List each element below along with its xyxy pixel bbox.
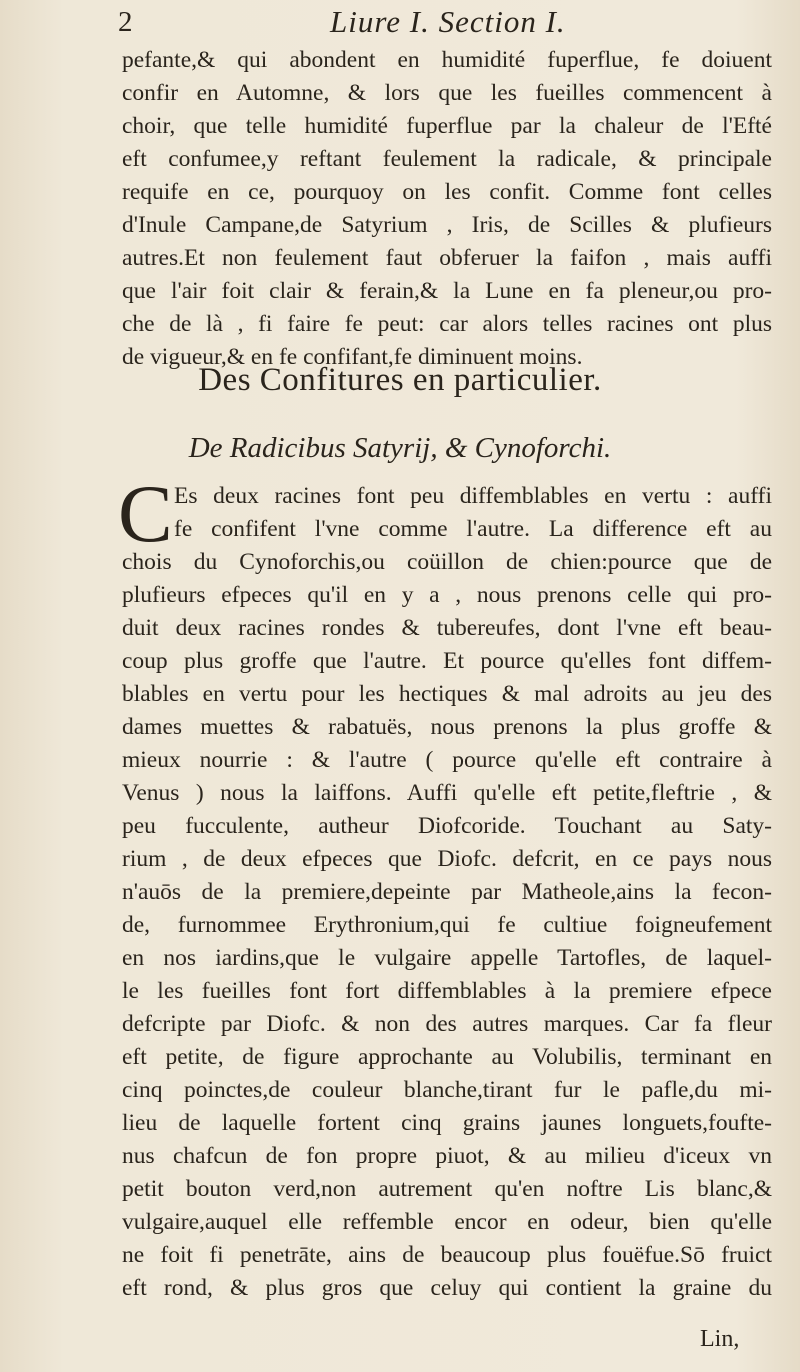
text-line: le les fueilles font fort diffemblables à la premiere efpece: [122, 978, 772, 1004]
text-line: che de là , fi faire fe peut: car alors telles racines ont plus: [122, 311, 772, 337]
text-line: cinq poinctes,de couleur blanche,tirant fur le pafle,du mi-: [122, 1077, 772, 1103]
subsection-title: De Radicibus Satyrij, & Cynoforchi.: [188, 432, 612, 464]
text-line: petit bouton verd,non autrement qu'en noftre Lis blanc,&: [122, 1176, 772, 1202]
catchword: Lin,: [700, 1326, 740, 1352]
page-number: 2: [118, 6, 133, 38]
text-line: choir, que telle humidité fuperflue par la chaleur de l'Efté: [122, 113, 772, 139]
text-line: lieu de laquelle fortent cinq grains jaunes longuets,foufte-: [122, 1110, 772, 1136]
drop-cap: C: [118, 468, 173, 559]
text-line: duit deux racines rondes & tubereufes, dont l'vne eft beau-: [122, 615, 772, 641]
text-line: vulgaire,auquel elle reffemble encor en odeur, bien qu'elle: [122, 1209, 772, 1235]
text-line: Es deux racines font peu diffemblables en vertu : auffi: [174, 483, 772, 509]
text-line: coup plus groffe que l'autre. Et pource qu'elles font diffem-: [122, 648, 772, 674]
text-line: mieux nourrie : & l'autre ( pource qu'elle eft contraire à: [122, 747, 772, 773]
text-line: fe confifent l'vne comme l'autre. La difference eft au: [174, 516, 772, 542]
text-line: de, furnommee Erythronium,qui fe cultiue foigneufement: [122, 912, 772, 938]
text-line: defcripte par Diofc. & non des autres marques. Car fa fleur: [122, 1011, 772, 1037]
text-line: n'auōs de la premiere,depeinte par Matheole,ains la fecon-: [122, 879, 772, 905]
text-line: eft petite, de figure approchante au Volubilis, terminant en: [122, 1044, 772, 1070]
running-title: Liure I. Section I.: [330, 4, 566, 39]
text-line: dames muettes & rabatuës, nous prenons la plus groffe &: [122, 714, 772, 740]
text-line: requife en ce, pourquoy on les confit. Comme font celles: [122, 179, 772, 205]
text-line: autres.Et non feulement faut obferuer la faifon , mais auffi: [122, 245, 772, 271]
text-line: eft rond, & plus gros que celuy qui contient la graine du: [122, 1275, 772, 1301]
text-line: pefante,& qui abondent en humidité fuperflue, fe doiuent: [122, 47, 772, 73]
section-title: Des Confitures en particulier.: [198, 362, 602, 398]
text-line: de vigueur,& en fe confifant,fe diminuent moins.: [122, 344, 583, 370]
text-line: rium , de deux efpeces que Diofc. defcrit, en ce pays nous: [122, 846, 772, 872]
text-line: peu fucculente, autheur Diofcoride. Touchant au Saty-: [122, 813, 772, 839]
text-line: d'Inule Campane,de Satyrium , Iris, de Scilles & plufieurs: [122, 212, 772, 238]
text-line: chois du Cynoforchis,ou coüillon de chien:pource que de: [122, 549, 772, 575]
text-line: ne foit fi penetrāte, ains de beaucoup plus fouëfue.Sō fruict: [122, 1242, 772, 1268]
text-line: eft confumee,y reftant feulement la radicale, & principale: [122, 146, 772, 172]
paragraph-2: [122, 480, 772, 1305]
text-line: nus chafcun de fon propre piuot, & au milieu d'iceux vn: [122, 1143, 772, 1169]
text-line: blables en vertu pour les hectiques & mal adroits au jeu des: [122, 681, 772, 707]
text-line: en nos iardins,que le vulgaire appelle Tartofles, de laquel-: [122, 945, 772, 971]
text-line: confir en Automne, & lors que les fueilles commencent à: [122, 80, 772, 106]
text-line: que l'air foit clair & ferain,& la Lune en fa pleneur,ou pro-: [122, 278, 772, 304]
text-line: plufieurs efpeces qu'il en y a , nous prenons celle qui pro-: [122, 582, 772, 608]
paragraph-1: [122, 44, 772, 374]
text-line: Venus ) nous la laiffons. Auffi qu'elle eft petite,fleftrie , &: [122, 780, 772, 806]
running-head: [0, 4, 800, 44]
